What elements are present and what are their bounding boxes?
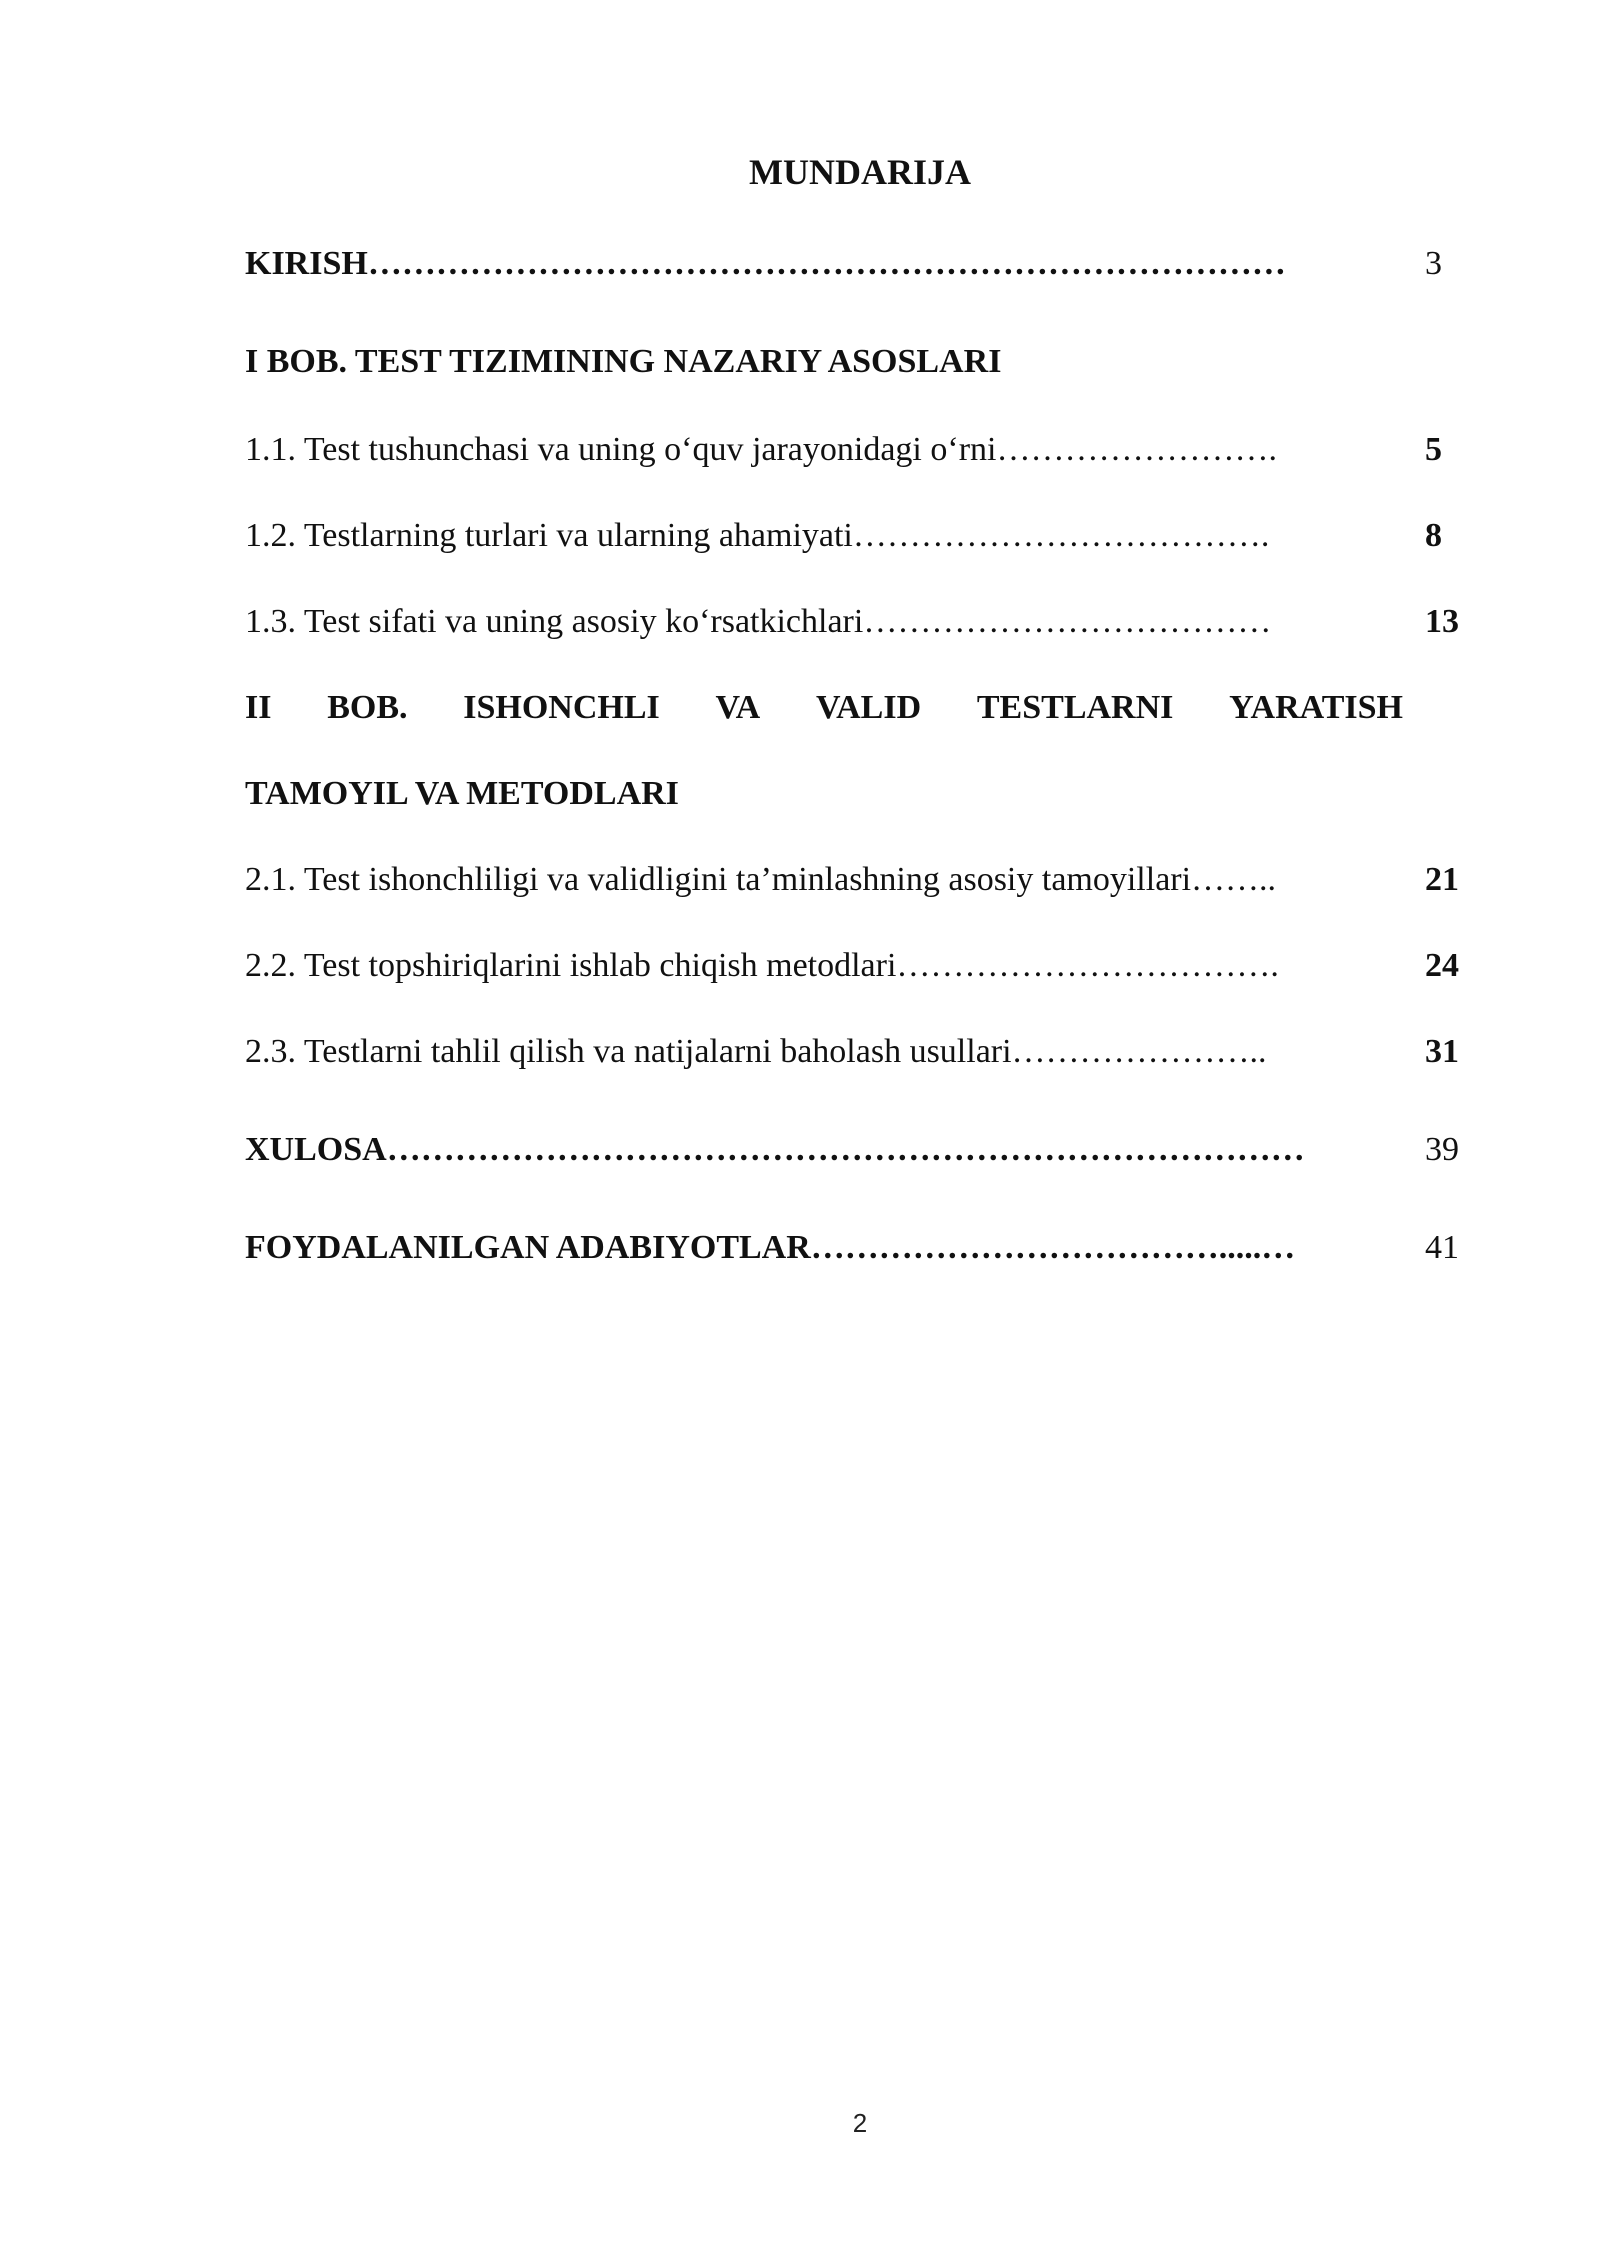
- toc-entry-label: 1.1. Test tushunchasi va uning o‘quv jarayonidagi o‘rni…………………….: [245, 431, 1277, 468]
- toc-entry-adabiyotlar: [245, 1226, 1295, 1270]
- heading-word: VA: [715, 689, 761, 726]
- heading-word: BOB.: [327, 689, 408, 726]
- heading-word: II: [245, 689, 272, 726]
- toc-entry-kirish: [245, 242, 1286, 286]
- heading-word: TESTLARNI: [976, 689, 1174, 726]
- toc-entry-label: KIRISH………………………………………………………………………: [245, 245, 1286, 282]
- toc-entry-label: FOYDALANILGAN ADABIYOTLAR……………………………….....…: [245, 1229, 1296, 1266]
- toc-entry-1-1: [245, 428, 1277, 472]
- page-footer-number: 2: [852, 2108, 868, 2138]
- toc-entry-label: 2.1. Test ishonchliligi va validligini ta’minlashning asosiy tamoyillari……..: [245, 861, 1277, 898]
- toc-page-number: 21: [1425, 861, 1459, 898]
- toc-page-number: 24: [1425, 947, 1459, 984]
- page-title: MUNDARIJA: [749, 152, 971, 192]
- toc-entry-2-2: [245, 944, 1279, 988]
- heading-word: VALID: [815, 689, 922, 726]
- toc-page-number: 41: [1425, 1229, 1459, 1266]
- toc-entry-label: 2.2. Test topshiriqlarini ishlab chiqish metodlari…………………………….: [245, 947, 1279, 984]
- toc-chapter-1-heading: I BOB. TEST TIZIMINING NAZARIY ASOSLARI: [245, 343, 1002, 380]
- heading-word: YARATISH: [1229, 689, 1403, 726]
- toc-entry-2-3: [245, 1030, 1267, 1074]
- toc-entry-1-3: [245, 600, 1271, 644]
- toc-page-number: 31: [1425, 1033, 1459, 1070]
- toc-entry-1-2: [245, 514, 1269, 558]
- toc-entry-2-1: [245, 858, 1276, 902]
- toc-page-number: 8: [1425, 517, 1442, 554]
- toc-chapter-2-heading-line2: TAMOYIL VA METODLARI: [245, 775, 679, 812]
- toc-page-number: 3: [1425, 245, 1442, 282]
- toc-entry-xulosa: [245, 1128, 1305, 1172]
- heading-word: ISHONCHLI: [463, 689, 660, 726]
- toc-entry-label: XULOSA………………………………………………………………………: [245, 1131, 1305, 1168]
- toc-entry-label: 1.2. Testlarning turlari va ularning ahamiyati……………………………….: [245, 517, 1270, 554]
- toc-page-number: 39: [1425, 1131, 1459, 1168]
- toc-entry-label: 1.3. Test sifati va uning asosiy ko‘rsatkichlari………………………………: [245, 603, 1272, 640]
- toc-page-number: 5: [1425, 431, 1442, 468]
- toc-page-number: 13: [1425, 603, 1459, 640]
- toc-entry-label: 2.3. Testlarni tahlil qilish va natijalarni baholash usullari…………………..: [245, 1033, 1267, 1070]
- toc-chapter-2-heading-line1: [245, 686, 1403, 730]
